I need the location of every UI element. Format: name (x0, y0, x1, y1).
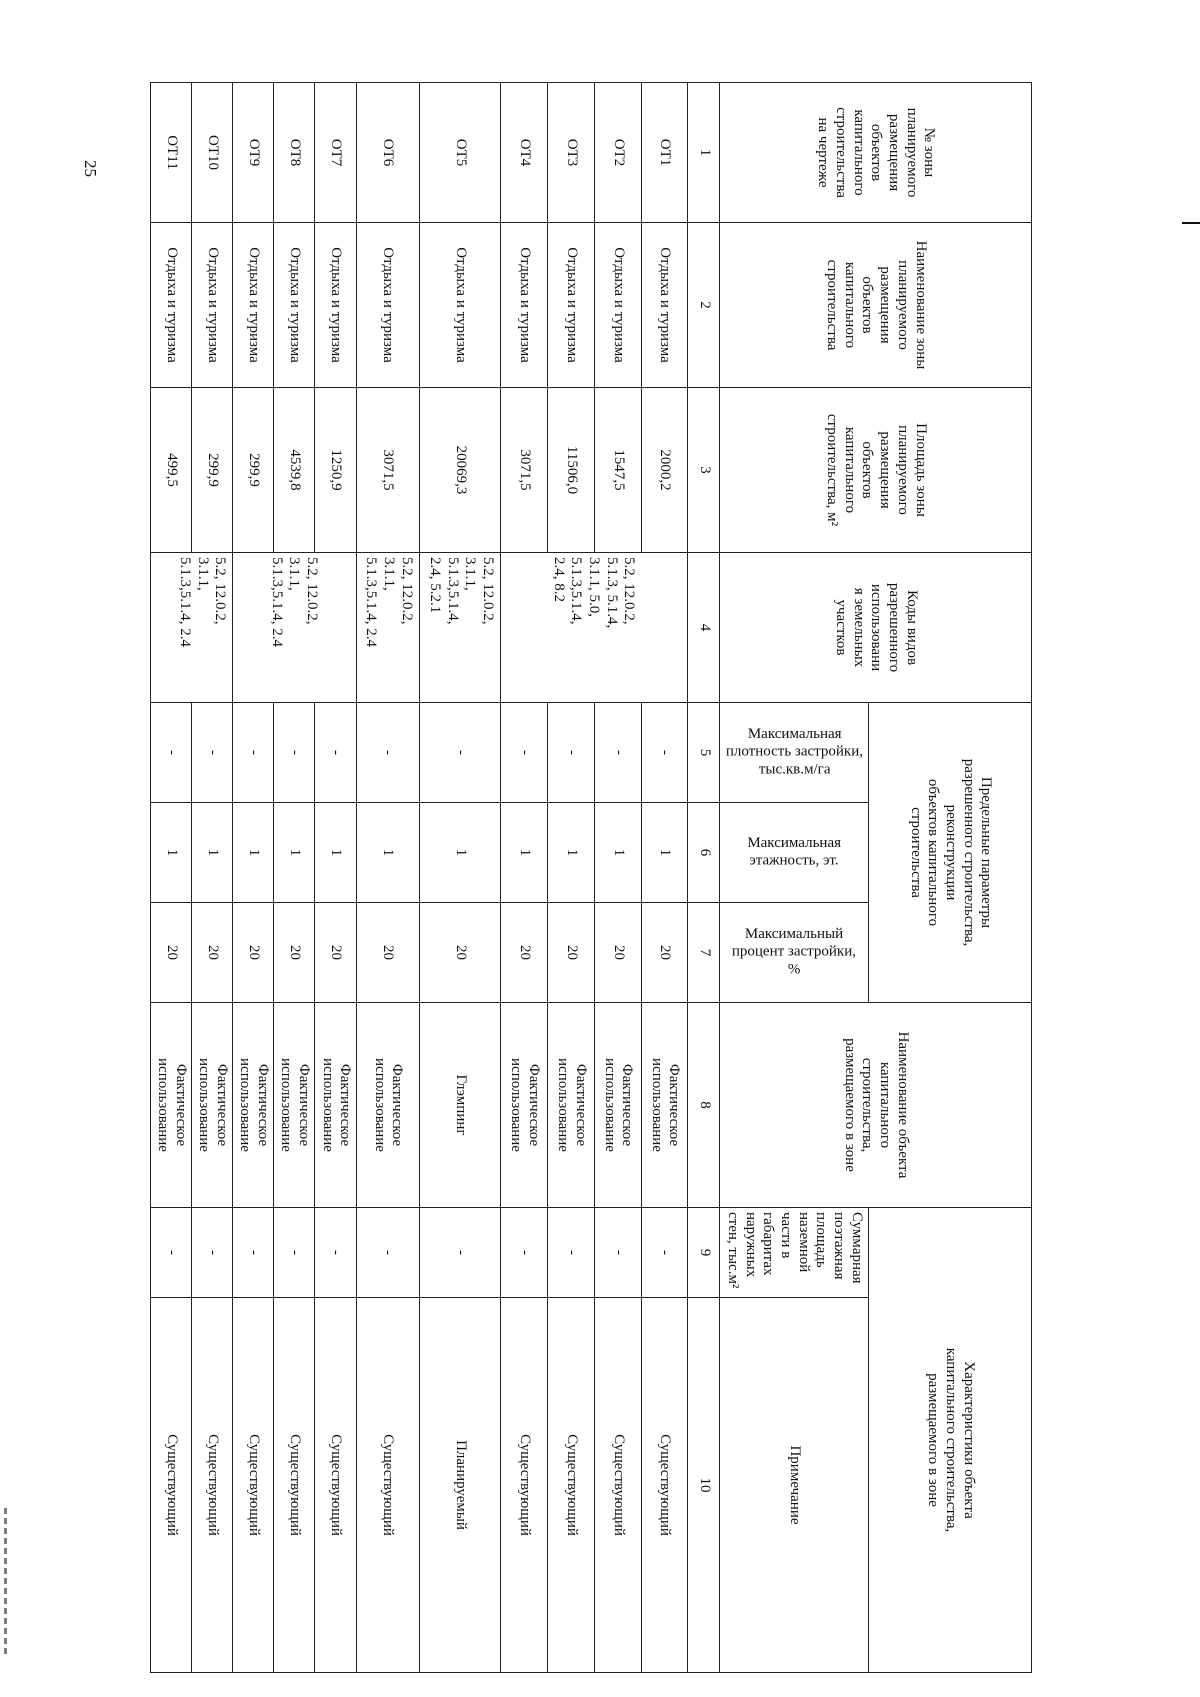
density-cell: - (641, 703, 688, 803)
zone-area-cell: 299,9 (233, 388, 274, 553)
use-codes-cell: 5.2, 12.0.2, 3.1.1, 5.1.3,5.1.4, 2.4, 5.2.1 (419, 553, 500, 703)
header-zone-area: Площадь зоны планируемого размещения объектов капитального строительства, м² (719, 388, 1031, 553)
use-codes-cell: 5.2, 12.0.2, 5.1.3, 5.1.4, 3.1.1, 5.0, 5.1.3,5.1.4, 2.4, 8.2 (501, 553, 688, 703)
object-name-cell: Фактическое использование (274, 1003, 315, 1208)
density-cell: - (315, 703, 356, 803)
header-characteristics-group: Характеристики объекта капитального строительства, размещаемого в зоне (869, 1208, 1032, 1673)
column-number: 6 (688, 803, 720, 903)
floors-cell: 1 (594, 803, 641, 903)
rotated-table-container (150, 82, 1032, 1672)
floor-area-cell: - (233, 1208, 274, 1298)
zone-name-cell: Отдыха и туризма (547, 223, 594, 388)
column-number-row (688, 83, 720, 1673)
object-name-cell: Фактическое использование (356, 1003, 419, 1208)
percent-cell: 20 (315, 903, 356, 1003)
percent-cell: 20 (419, 903, 500, 1003)
zone-area-cell: 11506,0 (547, 388, 594, 553)
percent-cell: 20 (151, 903, 192, 1003)
object-name-cell: Фактическое использование (192, 1003, 233, 1208)
object-name-cell: Фактическое использование (315, 1003, 356, 1208)
zone-number-cell: ОТ3 (547, 83, 594, 223)
zones-table (150, 82, 1032, 1673)
floor-area-cell: - (192, 1208, 233, 1298)
floor-area-cell: - (641, 1208, 688, 1298)
floor-area-cell: - (315, 1208, 356, 1298)
density-cell: - (547, 703, 594, 803)
zone-name-cell: Отдыха и туризма (315, 223, 356, 388)
density-cell: - (419, 703, 500, 803)
table-row (594, 83, 641, 1673)
note-cell: Планируемый (419, 1298, 500, 1673)
column-number: 9 (688, 1208, 720, 1298)
table-row (356, 83, 419, 1673)
table-row (274, 83, 315, 1673)
zone-area-cell: 1250,9 (315, 388, 356, 553)
zone-number-cell: ОТ10 (192, 83, 233, 223)
note-cell: Существующий (501, 1298, 548, 1673)
object-name-cell: Фактическое использование (641, 1003, 688, 1208)
zone-name-cell: Отдыха и туризма (356, 223, 419, 388)
column-number: 2 (688, 223, 720, 388)
density-cell: - (501, 703, 548, 803)
floors-cell: 1 (641, 803, 688, 903)
page-number: 25 (81, 160, 100, 177)
percent-cell: 20 (274, 903, 315, 1003)
object-name-cell: Фактическое использование (501, 1003, 548, 1208)
zone-name-cell: Отдыха и туризма (192, 223, 233, 388)
header-max-floors: Максимальная этажность, эт. (719, 803, 868, 903)
zone-number-cell: ОТ11 (151, 83, 192, 223)
use-codes-cell: 5.2, 12.0.2, 3.1.1, 5.1.3,5.1.4, 2.4 (356, 553, 419, 703)
table-row (315, 83, 356, 1673)
density-cell: - (274, 703, 315, 803)
note-cell: Существующий (356, 1298, 419, 1673)
zone-number-cell: ОТ1 (641, 83, 688, 223)
column-number: 10 (688, 1298, 720, 1673)
note-cell: Существующий (547, 1298, 594, 1673)
density-cell: - (594, 703, 641, 803)
note-cell: Существующий (151, 1298, 192, 1673)
note-cell: Существующий (315, 1298, 356, 1673)
floors-cell: 1 (233, 803, 274, 903)
object-name-cell: Фактическое использование (594, 1003, 641, 1208)
zone-area-cell: 1547,5 (594, 388, 641, 553)
column-number: 8 (688, 1003, 720, 1208)
scan-margin-mark (4, 1508, 7, 1658)
floors-cell: 1 (547, 803, 594, 903)
zone-area-cell: 3071,5 (356, 388, 419, 553)
object-name-cell: Фактическое использование (233, 1003, 274, 1208)
percent-cell: 20 (356, 903, 419, 1003)
zone-area-cell: 2000,2 (641, 388, 688, 553)
table-row (501, 83, 548, 1673)
header-params-group: Предельные параметры разрешенного строительства, реконструкции объектов капитального строительства (869, 703, 1032, 1003)
header-max-density: Максимальная плотность застройки, тыс.кв.м/га (719, 703, 868, 803)
table-row (419, 83, 500, 1673)
zone-name-cell: Отдыха и туризма (641, 223, 688, 388)
header-max-percent: Максимальный процент застройки, % (719, 903, 868, 1003)
percent-cell: 20 (501, 903, 548, 1003)
percent-cell: 20 (641, 903, 688, 1003)
object-name-cell: Глэмпинг (419, 1003, 500, 1208)
header-zone-number: № зоны планируемого размещения объектов капитального строительства на чертеже (719, 83, 1031, 223)
floor-area-cell: - (547, 1208, 594, 1298)
zone-name-cell: Отдыха и туризма (594, 223, 641, 388)
object-name-cell: Фактическое использование (547, 1003, 594, 1208)
header-note: Примечание (719, 1298, 868, 1673)
zone-area-cell: 4539,8 (274, 388, 315, 553)
table-row (233, 83, 274, 1673)
percent-cell: 20 (233, 903, 274, 1003)
percent-cell: 20 (547, 903, 594, 1003)
note-cell: Существующий (594, 1298, 641, 1673)
header-zone-name: Наименование зоны планируемого размещения объектов капитального строительства (719, 223, 1031, 388)
note-cell: Существующий (274, 1298, 315, 1673)
note-cell: Существующий (641, 1298, 688, 1673)
use-codes-cell: 5.2, 12.0.2, 3.1.1, 5.1.3,5.1.4, 2.4 (151, 553, 233, 703)
zone-area-cell: 3071,5 (501, 388, 548, 553)
column-number: 5 (688, 703, 720, 803)
zone-number-cell: ОТ2 (594, 83, 641, 223)
density-cell: - (192, 703, 233, 803)
zone-area-cell: 499,5 (151, 388, 192, 553)
zone-name-cell: Отдыха и туризма (501, 223, 548, 388)
density-cell: - (356, 703, 419, 803)
floors-cell: 1 (274, 803, 315, 903)
zone-number-cell: ОТ6 (356, 83, 419, 223)
floor-area-cell: - (594, 1208, 641, 1298)
zone-number-cell: ОТ9 (233, 83, 274, 223)
zone-number-cell: ОТ4 (501, 83, 548, 223)
floor-area-cell: - (419, 1208, 500, 1298)
table-row (641, 83, 688, 1673)
floors-cell: 1 (356, 803, 419, 903)
column-number: 3 (688, 388, 720, 553)
column-number: 7 (688, 903, 720, 1003)
header-object-name: Наименование объекта капитального строительства, размещаемого в зоне (719, 1003, 1031, 1208)
header-row-1 (869, 83, 1032, 1673)
floors-cell: 1 (192, 803, 233, 903)
edge-mark (1182, 222, 1200, 224)
zone-number-cell: ОТ8 (274, 83, 315, 223)
zone-area-cell: 20069,3 (419, 388, 500, 553)
note-cell: Существующий (233, 1298, 274, 1673)
table-row (151, 83, 192, 1673)
table-row (547, 83, 594, 1673)
zone-number-cell: ОТ5 (419, 83, 500, 223)
floor-area-cell: - (501, 1208, 548, 1298)
column-number: 1 (688, 83, 720, 223)
zone-number-cell: ОТ7 (315, 83, 356, 223)
floor-area-cell: - (151, 1208, 192, 1298)
zone-name-cell: Отдыха и туризма (419, 223, 500, 388)
density-cell: - (151, 703, 192, 803)
use-codes-cell: 5.2, 12.0.2, 3.1.1, 5.1.3,5.1.4, 2.4 (233, 553, 356, 703)
percent-cell: 20 (594, 903, 641, 1003)
note-cell: Существующий (192, 1298, 233, 1673)
zone-area-cell: 299,9 (192, 388, 233, 553)
floors-cell: 1 (419, 803, 500, 903)
floor-area-cell: - (274, 1208, 315, 1298)
column-number: 4 (688, 553, 720, 703)
floor-area-cell: - (356, 1208, 419, 1298)
zone-name-cell: Отдыха и туризма (274, 223, 315, 388)
zone-name-cell: Отдыха и туризма (233, 223, 274, 388)
header-use-codes: Коды видов разрешенного использовани я земельных участков (719, 553, 1031, 703)
density-cell: - (233, 703, 274, 803)
zone-name-cell: Отдыха и туризма (151, 223, 192, 388)
percent-cell: 20 (192, 903, 233, 1003)
floors-cell: 1 (315, 803, 356, 903)
table-row (192, 83, 233, 1673)
floors-cell: 1 (151, 803, 192, 903)
object-name-cell: Фактическое использование (151, 1003, 192, 1208)
floors-cell: 1 (501, 803, 548, 903)
header-floor-area: Суммарная поэтажная площадь наземной части в габаритах наружных стен, тыс.м² (719, 1208, 868, 1298)
